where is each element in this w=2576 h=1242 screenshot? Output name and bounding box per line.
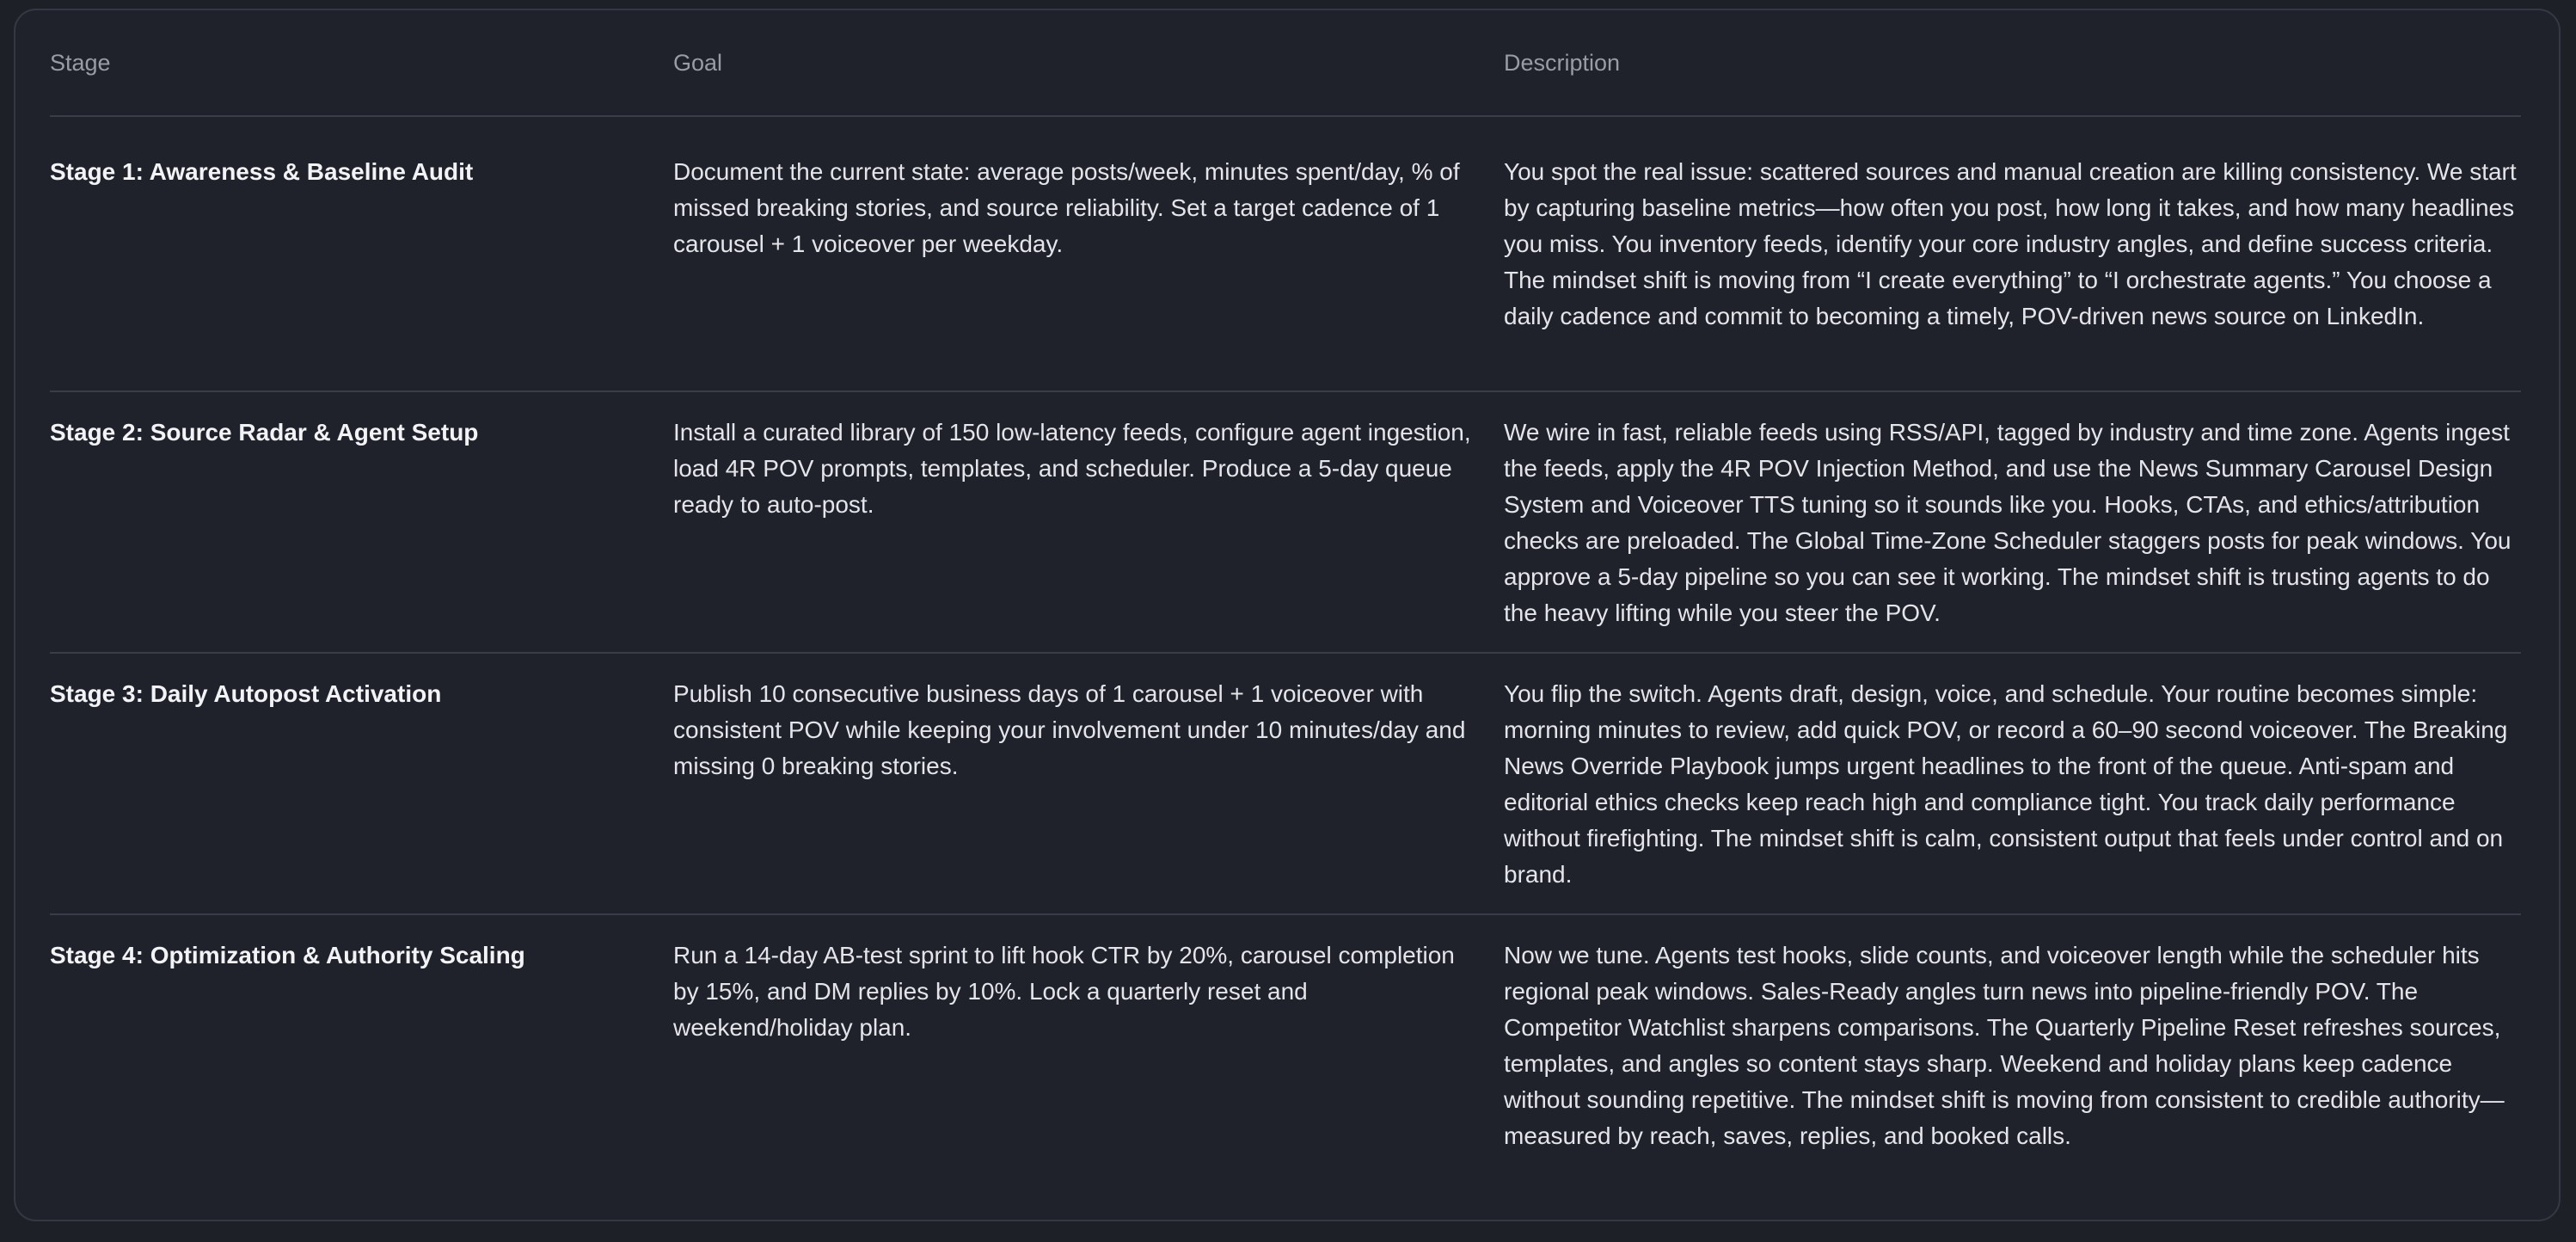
- table-header-row: [50, 10, 2521, 116]
- table-header: [50, 10, 2521, 116]
- description-cell: You spot the real issue: scattered sources and manual creation are killing consistency. We start by capturing baseline metrics—how often you post, how long it takes, and how many headlines you miss. You inventory feeds, identify your core industry angles, and define success criteria. The mindset shift is moving from “I create everything” to “I orchestrate agents.” You choose a daily cadence and commit to becoming a timely, POV-driven news source on LinkedIn.: [1504, 116, 2521, 391]
- stages-table: [50, 10, 2521, 1175]
- column-header-stage: Stage: [50, 10, 673, 116]
- column-header-description: Description: [1504, 10, 2521, 116]
- table-row: [50, 914, 2521, 1175]
- description-cell: Now we tune. Agents test hooks, slide counts, and voiceover length while the scheduler hits regional peak windows. Sales-Ready angles turn news into pipeline-friendly POV. The Competitor Watchlist sharpens comparisons. The Quarterly Pipeline Reset refreshes sources, templates, and angles so content stays sharp. Weekend and holiday plans keep cadence without sounding repetitive. The mindset shift is moving from consistent to credible authority—measured by reach, saves, replies, and booked calls.: [1504, 942, 2505, 1149]
- table-body: [50, 116, 2521, 1175]
- stage-cell: Stage 4: Optimization & Authority Scaling: [50, 942, 525, 968]
- table-panel: [14, 9, 2561, 1221]
- goal-cell: Run a 14-day AB-test sprint to lift hook CTR by 20%, carousel completion by 15%, and DM replies by 10%. Lock a quarterly reset and weekend/holiday plan.: [673, 942, 1455, 1041]
- stage-cell: Stage 3: Daily Autopost Activation: [50, 653, 673, 914]
- goal-cell: Document the current state: average posts/week, minutes spent/day, % of missed breaking stories, and source reliability. Set a target cadence of 1 carousel + 1 voiceover per weekday.: [673, 116, 1504, 391]
- table-row: [50, 116, 2521, 391]
- table-row: [50, 391, 2521, 653]
- goal-cell: Install a curated library of 150 low-latency feeds, configure agent ingestion, load 4R POV prompts, templates, and scheduler. Produce a 5-day queue ready to auto-post.: [673, 391, 1504, 653]
- column-header-goal: Goal: [673, 10, 1504, 116]
- stage-cell: Stage 1: Awareness & Baseline Audit: [50, 116, 673, 391]
- description-cell: You flip the switch. Agents draft, design, voice, and schedule. Your routine becomes simple: morning minutes to review, add quick POV, or record a 60–90 second voiceover. The Breaking News Override Playbook jumps urgent headlines to the front of the queue. Anti-spam and editorial ethics checks keep reach high and compliance tight. You track daily performance without firefighting. The mindset shift is calm, consistent output that feels under control and on brand.: [1504, 653, 2521, 914]
- description-cell: We wire in fast, reliable feeds using RSS/API, tagged by industry and time zone. Agents ingest the feeds, apply the 4R POV Injection Method, and use the News Summary Carousel Design System and Voiceover TTS tuning so it sounds like you. Hooks, CTAs, and ethics/attribution checks are preloaded. The Global Time-Zone Scheduler staggers posts for peak windows. You approve a 5-day pipeline so you can see it working. The mindset shift is trusting agents to do the heavy lifting while you steer the POV.: [1504, 391, 2521, 653]
- table-row: [50, 653, 2521, 914]
- stage-cell: Stage 2: Source Radar & Agent Setup: [50, 391, 673, 653]
- goal-cell: Publish 10 consecutive business days of 1 carousel + 1 voiceover with consistent POV while keeping your involvement under 10 minutes/day and missing 0 breaking stories.: [673, 653, 1504, 914]
